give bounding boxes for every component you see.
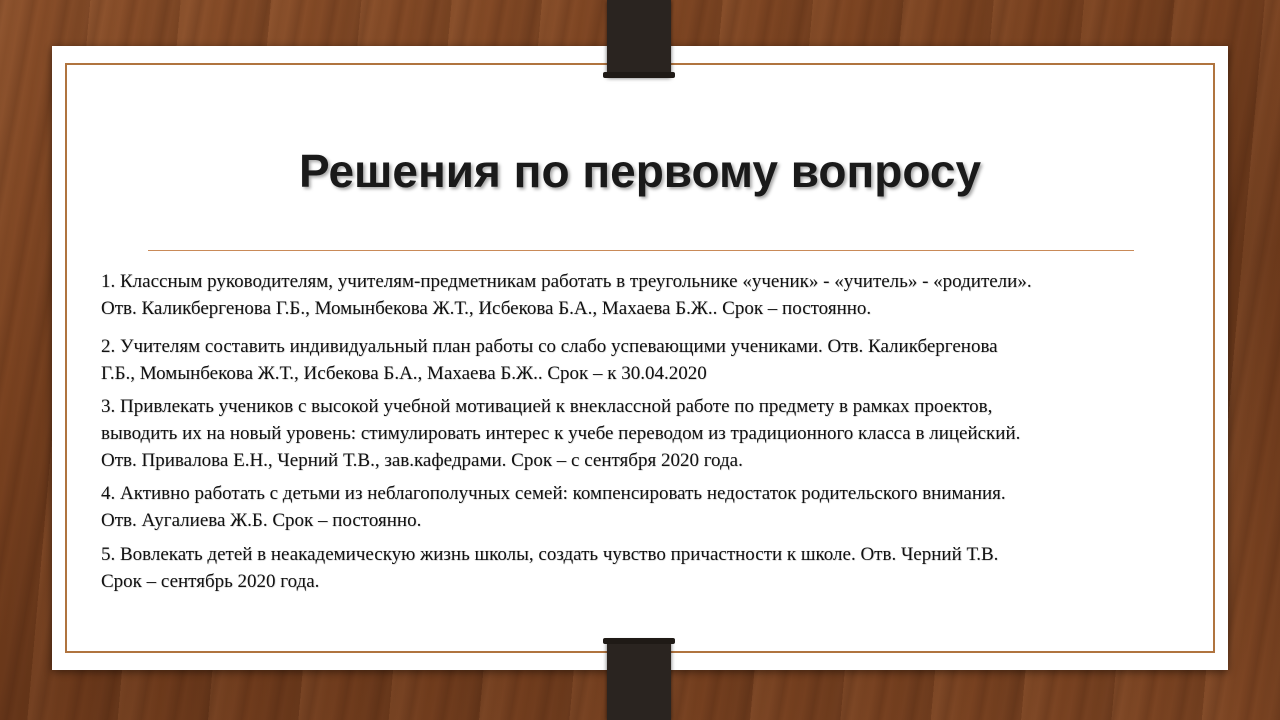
decision-3-line-2: выводить их на новый уровень: стимулировать интерес к учебе переводом из традиционного класса в лицейский. <box>101 423 1021 444</box>
decision-2-line-1: 2. Учителям составить индивидуальный план работы со слабо успевающими учениками. Отв. Каликбергенова <box>101 336 998 357</box>
decision-1-line-1: 1. Классным руководителям, учителям-предметникам работать в треугольнике «ученик» - «учитель» - «родители». <box>101 271 1032 292</box>
decision-item-3 <box>101 393 1191 474</box>
decision-item-5 <box>101 541 1191 595</box>
title-divider <box>148 250 1134 251</box>
decision-2-line-2: Г.Б., Момынбекова Ж.Т., Исбекова Б.А., Махаева Б.Ж.. Срок – к 30.04.2020 <box>101 363 707 384</box>
decision-3-line-1: 3. Привлекать учеников с высокой учебной мотивацией к внеклассной работе по предмету в рамках проектов, <box>101 396 993 417</box>
slide-title: Решения по первому вопросу <box>298 145 982 197</box>
decision-list <box>101 268 1191 595</box>
top-strap-cap <box>603 72 675 78</box>
bottom-strap <box>607 640 671 720</box>
decision-4-line-2: Отв. Аугалиева Ж.Б. Срок – постоянно. <box>101 510 422 531</box>
decision-item-4 <box>101 480 1191 534</box>
decision-1-line-2: Отв. Каликбергенова Г.Б., Момынбекова Ж.Т., Исбекова Б.А., Махаева Б.Ж.. Срок – постоянно. <box>101 298 872 319</box>
top-strap <box>607 0 671 77</box>
decision-5-line-1: 5. Вовлекать детей в неакадемическую жизнь школы, создать чувство причастности к школе. Отв. Черний Т.В. <box>101 544 999 565</box>
decision-5-line-2: Срок – сентябрь 2020 года. <box>101 571 320 592</box>
bottom-strap-cap <box>603 638 675 644</box>
decision-item-2 <box>101 333 1191 387</box>
decision-3-line-3: Отв. Привалова Е.Н., Черний Т.В., зав.кафедрами. Срок – с сентября 2020 года. <box>101 450 743 471</box>
decision-4-line-1: 4. Активно работать с детьми из неблагополучных семей: компенсировать недостаток родительского внимания. <box>101 483 1006 504</box>
decision-item-1 <box>101 268 1191 322</box>
